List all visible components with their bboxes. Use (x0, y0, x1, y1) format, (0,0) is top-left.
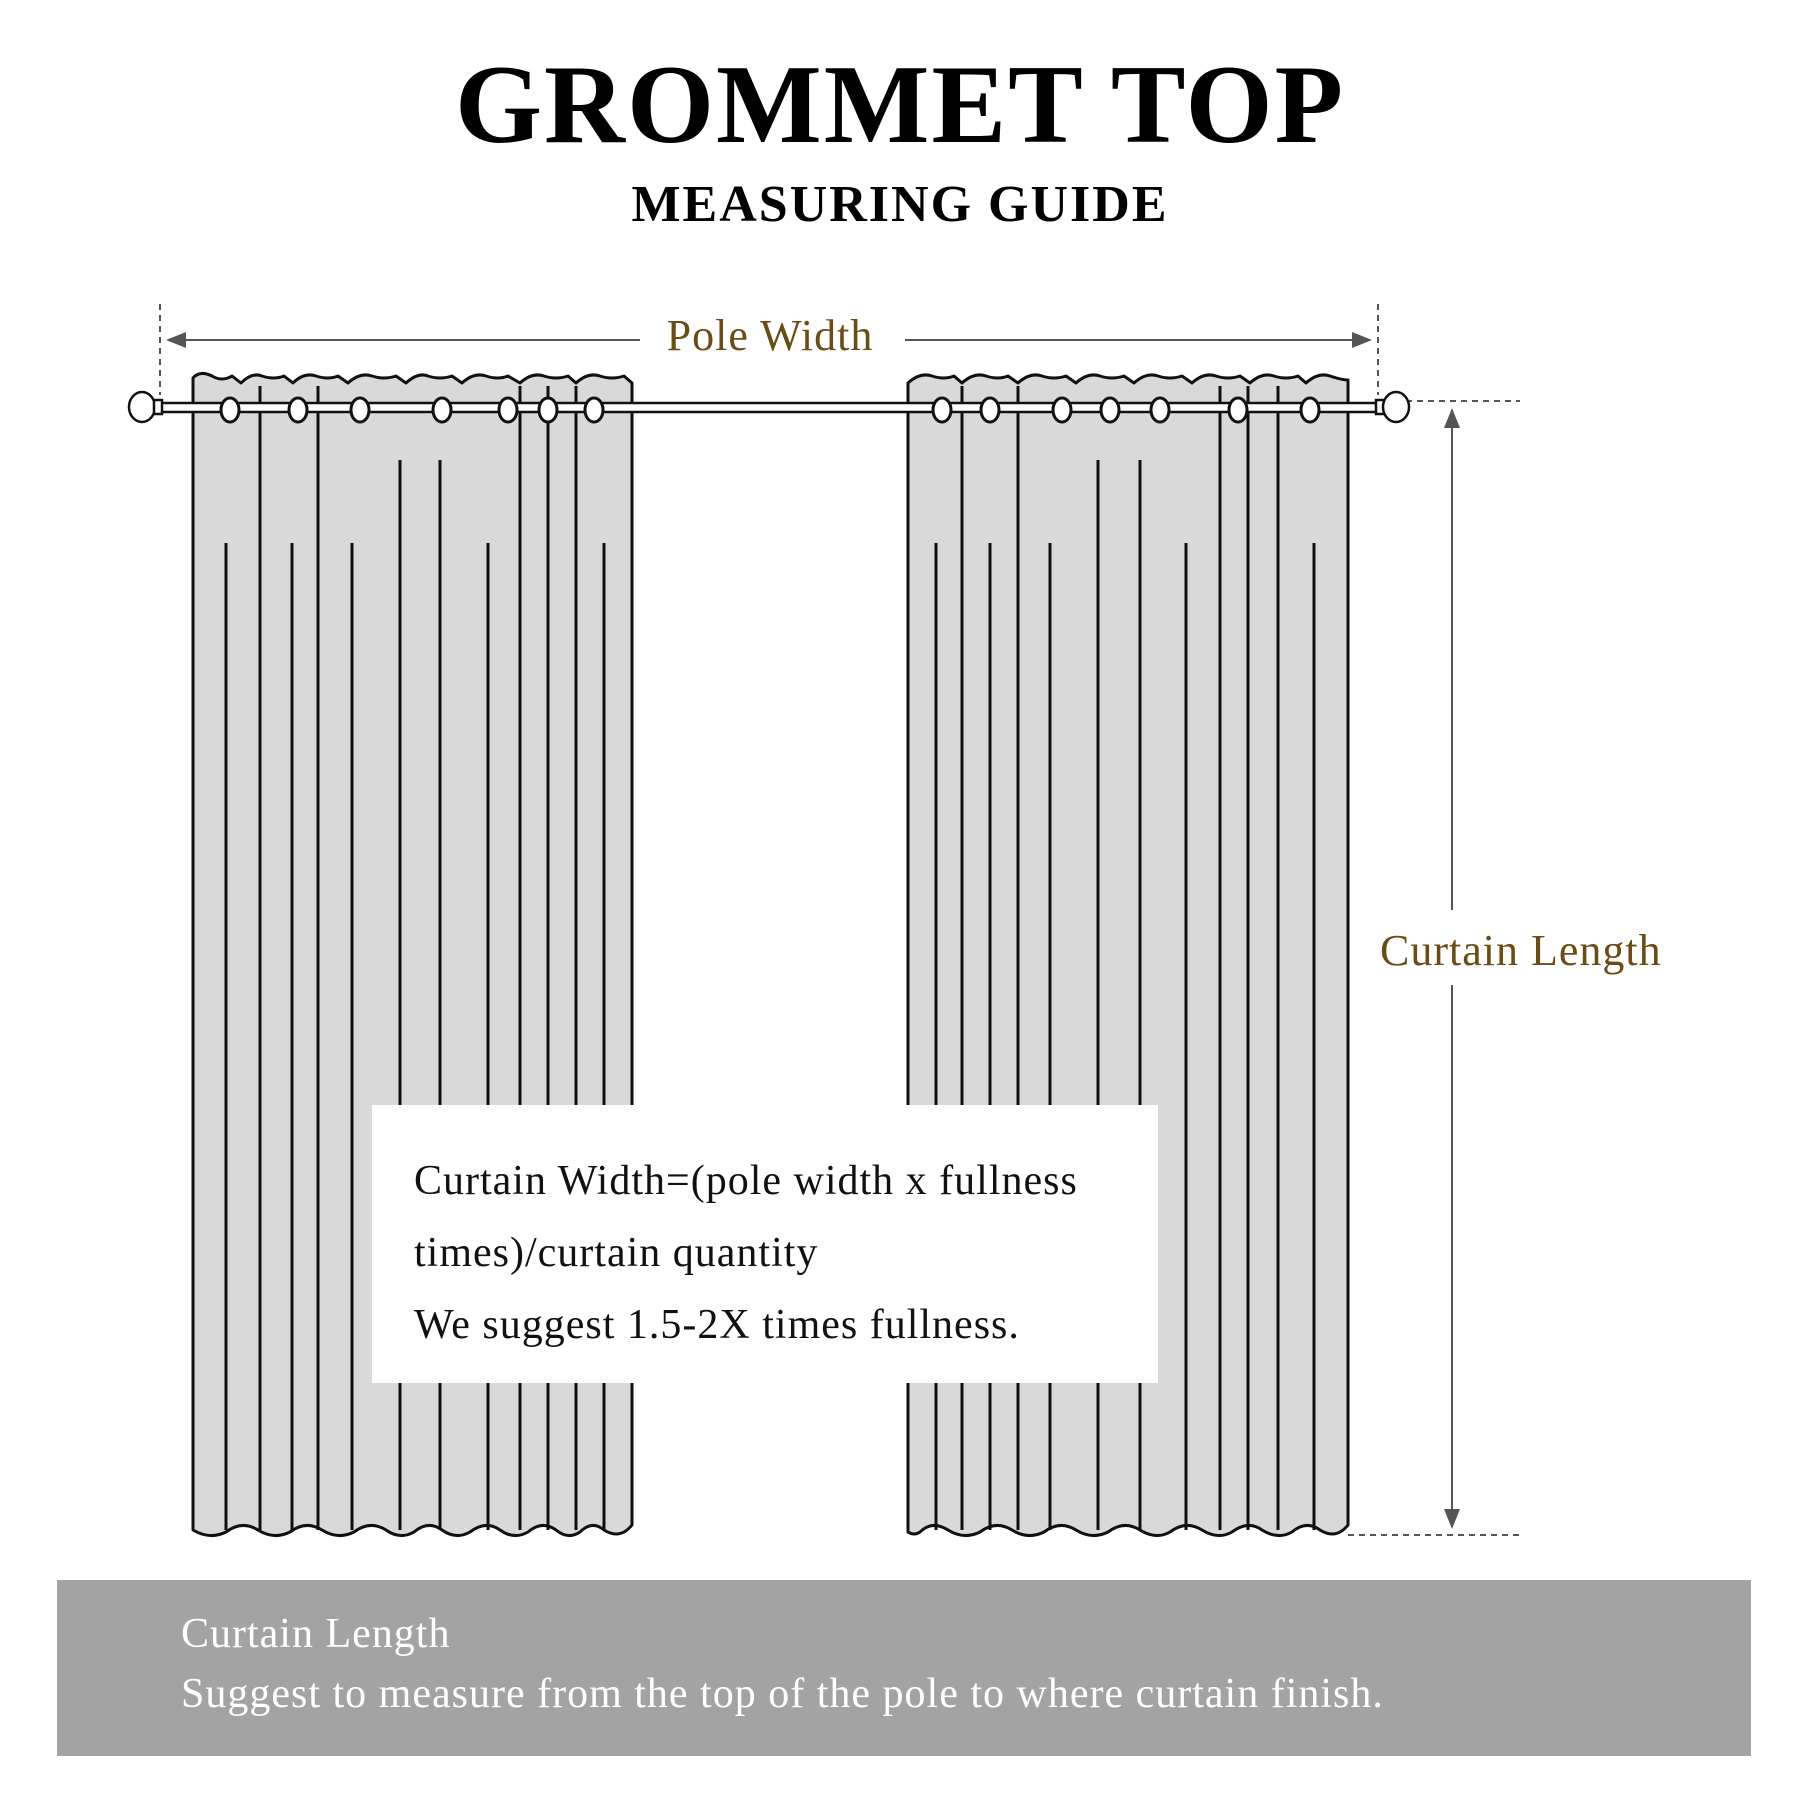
pole-finial-right (1376, 392, 1409, 422)
footer-heading: Curtain Length (181, 1611, 451, 1657)
page-title: GROMMET TOP (454, 43, 1346, 167)
formula-box (372, 1105, 1158, 1383)
formula-line-2: times)/curtain quantity (414, 1230, 819, 1276)
footer-text: Suggest to measure from the top of the pole to where curtain finish. (181, 1671, 1384, 1717)
pole-width-label: Pole Width (666, 311, 874, 360)
pole-finial-left (129, 392, 162, 422)
footer-note (57, 1580, 1751, 1756)
curtain-length-label: Curtain Length (1380, 926, 1662, 975)
pole-rod (150, 403, 1388, 412)
formula-line-3: We suggest 1.5-2X times fullness. (414, 1302, 1020, 1348)
formula-line-1: Curtain Width=(pole width x fullness (414, 1158, 1078, 1204)
page-subtitle: MEASURING GUIDE (631, 176, 1169, 233)
